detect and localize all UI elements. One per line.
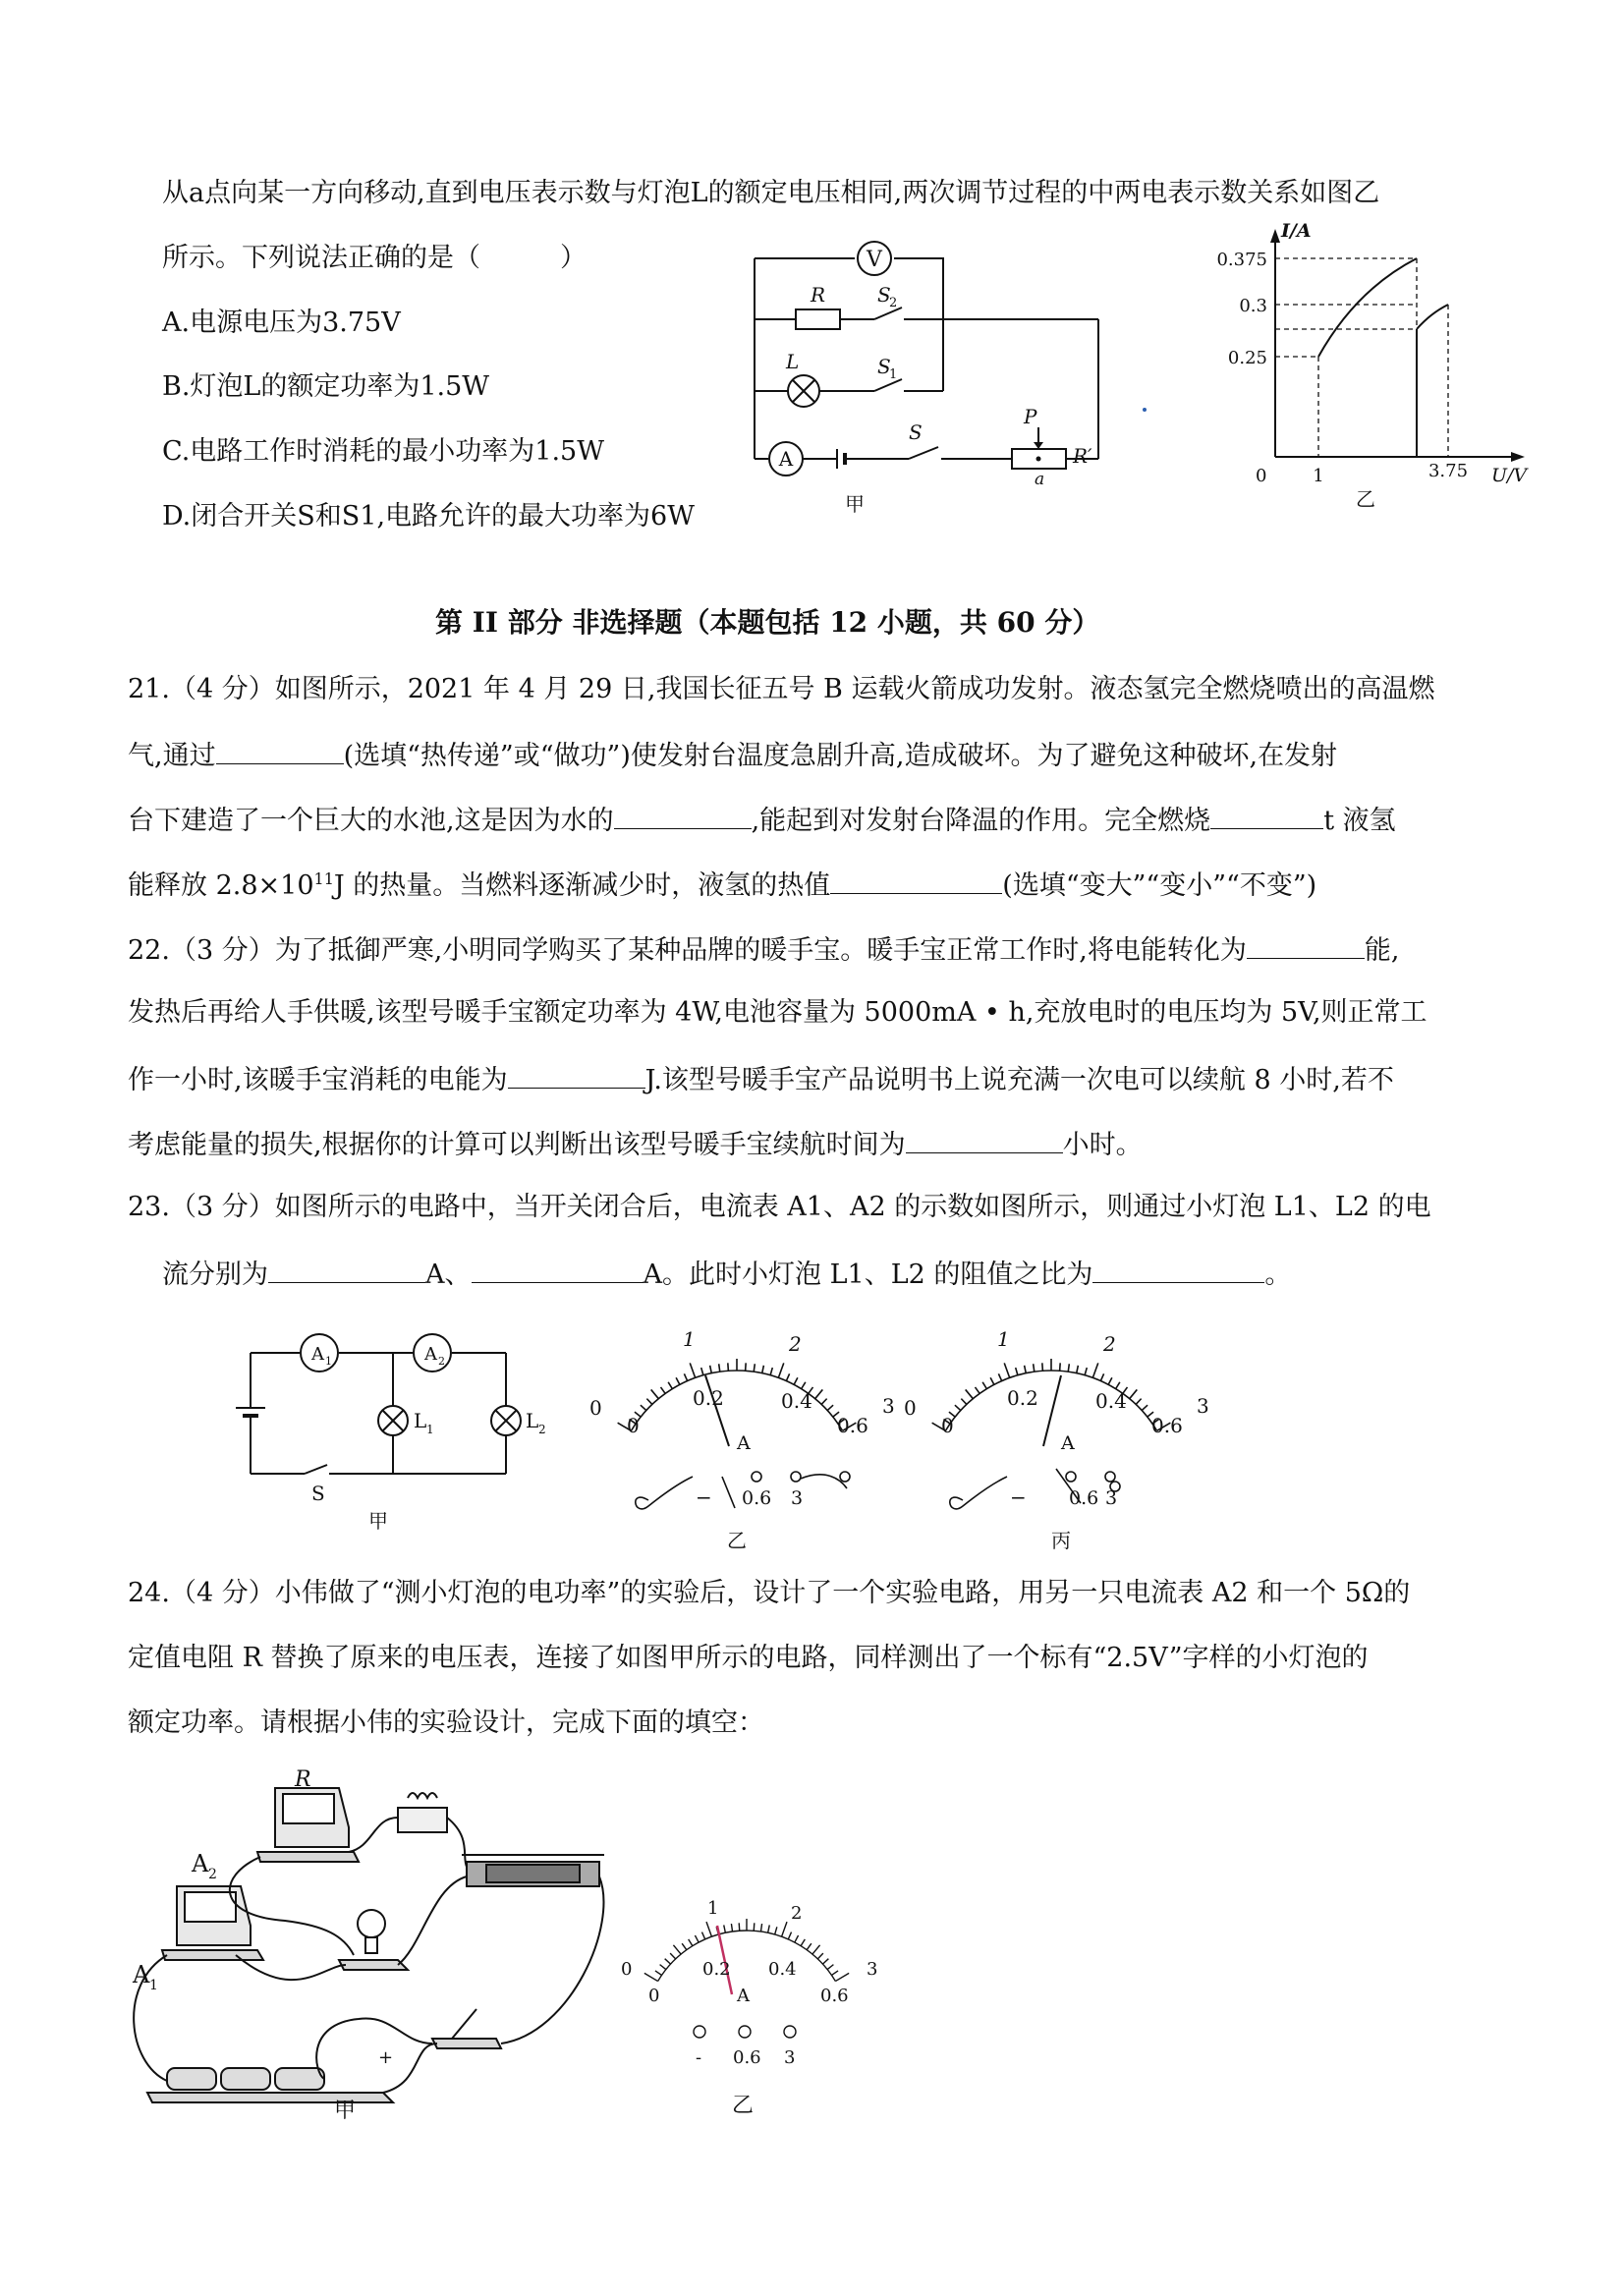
q21-line4: 能释放 $2.8\times 10^{11}J$ 的热量。当燃料逐渐减少时，液氢的热值 (选填“变大”“变小”“不变”) (128, 869, 1317, 901)
q20-graph-ytick-025: 0.25 (1227, 348, 1267, 368)
q24-figure-caption: 甲 (334, 2099, 357, 2123)
q20-circuit-caption: 甲 (845, 492, 865, 516)
q21-line2: 气,通过 (选填“热传递”或“做功”)使发射台温度急剧升高,造成破坏。为了避免这种破坏,在发射 (128, 741, 1338, 771)
q24-ammeter-a1-label: A (133, 1961, 150, 1988)
q23-bing-term-06: 0.6 (1069, 1487, 1099, 1509)
q24-top-2: 2 (791, 1903, 803, 1924)
q24-term-3: 3 (784, 2047, 796, 2068)
q23-bing-needle (1043, 1375, 1061, 1446)
q23-yi-top-1: 1 (683, 1327, 696, 1351)
q22-line4: 考虑能量的损失,根据你的计算可以判断出该型号暖手宝续航时间为 小时。 (128, 1130, 1143, 1160)
q24-battery-plus: + (378, 2047, 394, 2068)
q23-yi-outer-0: 0 (589, 1396, 602, 1420)
q20-option-b: B.灯泡L的额定功率为1.5W (162, 371, 490, 402)
q23-bing-outer-3: 3 (1197, 1394, 1209, 1418)
q22-blank-2[interactable] (508, 1064, 645, 1089)
q24-ammeter-yi (609, 1827, 894, 2122)
q23-yi-term-3: 3 (791, 1487, 804, 1509)
q24-mid-04: 0.4 (768, 1959, 797, 1980)
q23-ammeter-a1-label: A (311, 1344, 324, 1365)
q20-graph-caption: 乙 (1356, 487, 1375, 511)
q20-voltmeter-label: V (867, 248, 882, 272)
q23-yi-unit: A (737, 1432, 751, 1454)
q21-blank-3[interactable] (1210, 805, 1323, 829)
stray-dot (1143, 408, 1147, 412)
q20-ammeter-label: A (778, 447, 794, 471)
q20-graph-origin: 0 (1256, 466, 1267, 486)
q23-bing-mid-04: 0.4 (1095, 1389, 1127, 1413)
q24-term-minus: - (696, 2047, 702, 2068)
q20-graph-ytick-03: 0.3 (1239, 296, 1267, 316)
q24-line3: 额定功率。请根据小伟的实验设计，完成下面的填空： (128, 1708, 764, 1738)
q24-line2: 定值电阻 R 替换了原来的电压表，连接了如图甲所示的电路，同样测出了一个标有“2.5V”字样的小灯泡的 (128, 1643, 1369, 1673)
svg-text:1: 1 (426, 1423, 434, 1436)
q23-blank-2[interactable] (472, 1259, 644, 1283)
svg-text:1: 1 (149, 1978, 158, 1993)
q23-line1: 23.（3 分）如图所示的电路中，当开关闭合后，电流表 A1、A2 的示数如图所示，则通过小灯泡 L1、L2 的电 (128, 1192, 1431, 1222)
q23-yi-term-06: 0.6 (742, 1487, 772, 1509)
q23-circuit-diagram (231, 1331, 555, 1538)
q20-graph-ylabel: I/A (1281, 220, 1312, 242)
q20-graph-ytick-0375: 0.375 (1216, 250, 1267, 270)
q23-bing-unit: A (1061, 1432, 1075, 1454)
q22-line2: 发热后再给人手供暖,该型号暖手宝额定功率为 4W,电池容量为 5000mA • h,充放电时的电压均为 5V,则正常工 (128, 997, 1427, 1028)
q23-yi-mid-04: 0.4 (781, 1389, 812, 1413)
q20-option-d: D.闭合开关S和S1,电路允许的最大功率为6W (162, 501, 695, 532)
q23-yi-top-2: 2 (789, 1332, 802, 1356)
q20-switch-s1-label: S (877, 355, 891, 378)
q24-apparatus-figure (133, 1767, 629, 2123)
q24-ammeter-a2-label: A (192, 1850, 209, 1877)
q20-option-a: A.电源电压为3.75V (162, 308, 401, 338)
q23-switch-label: S (311, 1482, 325, 1505)
q24-unit: A (737, 1986, 750, 2006)
q23-lamp-l2-label: L (526, 1409, 539, 1432)
q20-switch-s-label: S (909, 420, 923, 444)
q20-slider-p-label: P (1024, 405, 1037, 428)
svg-text:1: 1 (889, 367, 898, 382)
svg-text:2: 2 (889, 296, 898, 310)
q20-iu-graph (1199, 221, 1552, 516)
q24-meter-caption: 乙 (732, 2094, 755, 2118)
q22-line3: 作一小时,该暖手宝消耗的电能为 J.该型号暖手宝产品说明书上说充满一次电可以续航 8 小时,若不 (128, 1065, 1394, 1095)
q20-line1: 从a点向某一方向移动,直到电压表示数与灯泡L的额定电压相同,两次调节过程的中两电表示数关系如图乙 (162, 178, 1380, 208)
q23-bing-term-minus: − (1010, 1485, 1027, 1509)
q23-yi-mid-02: 0.2 (693, 1386, 724, 1410)
q23-bing-term-3: 3 (1105, 1487, 1118, 1509)
q24-outer-3: 3 (867, 1959, 878, 1980)
q20-graph-xtick-1: 1 (1313, 466, 1324, 486)
q23-bing-mid-06: 0.6 (1151, 1414, 1183, 1437)
q23-bing-outer-0: 0 (904, 1396, 917, 1420)
q21-line1: 21.（4 分）如图所示，2021 年 4 月 29 日,我国长征五号 B 运载火箭成功发射。液态氢完全燃烧喷出的高温燃 (128, 674, 1435, 704)
q20-circuit-diagram (747, 231, 1120, 526)
q22-line1: 22.（3 分）为了抵御严寒,小明同学购买了某种品牌的暖手宝。暖手宝正常工作时,将电能转化为 能, (128, 935, 1400, 966)
q23-yi-caption: 乙 (727, 1529, 747, 1552)
q20-slider-a-label: a (1035, 470, 1045, 489)
q20-option-c: C.电路工作时消耗的最小功率为1.5W (162, 436, 604, 467)
q21-blank-2[interactable] (614, 805, 752, 829)
svg-text:2: 2 (208, 1867, 217, 1882)
q24-term-06: 0.6 (733, 2047, 761, 2068)
q23-yi-outer-3: 3 (882, 1394, 895, 1418)
svg-text:2: 2 (538, 1423, 546, 1436)
q22-blank-1[interactable] (1247, 934, 1365, 959)
q24-top-1: 1 (707, 1898, 719, 1919)
q21-blank-1[interactable] (216, 740, 344, 764)
svg-text:2: 2 (438, 1355, 445, 1368)
q23-ammeter-bing (904, 1321, 1218, 1557)
q24-line1: 24.（4 分）小伟做了“测小灯泡的电功率”的实验后，设计了一个实验电路，用另一只电流表 A2 和一个 5Ω的 (128, 1578, 1411, 1608)
q20-lamp-label: L (786, 350, 800, 373)
q23-yi-term-minus: − (696, 1485, 712, 1509)
svg-text:1: 1 (325, 1355, 332, 1368)
q21-blank-4[interactable] (830, 869, 1002, 894)
section-title: 第 II 部分 非选择题（本题包括 12 小题，共 60 分） (435, 606, 1100, 639)
q23-yi-mid-06: 0.6 (837, 1414, 868, 1437)
q20-graph-xlabel: U/V (1491, 465, 1528, 486)
q23-ammeter-yi (589, 1321, 904, 1557)
q23-lamp-l1-label: L (414, 1409, 427, 1432)
q21-line3: 台下建造了一个巨大的水池,这是因为水的 ,能起到对发射台降温的作用。完全燃烧 t 液氢 (128, 806, 1396, 836)
q23-line2: 流分别为 A、 A。此时小灯泡 L1、L2 的阻值之比为 。 (162, 1260, 1292, 1290)
q20-switch-s2-label: S (877, 283, 891, 307)
q23-blank-1[interactable] (268, 1259, 425, 1283)
q24-mid-02: 0.2 (702, 1959, 731, 1980)
q23-blank-3[interactable] (1092, 1259, 1264, 1283)
q20-graph-xtick-375: 3.75 (1427, 461, 1469, 481)
q24-mid-06: 0.6 (820, 1986, 849, 2006)
q24-mid-0: 0 (648, 1986, 660, 2006)
q20-line2: 所示。下列说法正确的是（ ） (162, 243, 587, 273)
q23-bing-mid-02: 0.2 (1007, 1386, 1038, 1410)
q23-bing-mid-0: 0 (941, 1414, 954, 1437)
q23-bing-caption: 丙 (1051, 1529, 1071, 1552)
q24-outer-0: 0 (621, 1959, 633, 1980)
q23-ammeter-a2-label: A (424, 1344, 437, 1365)
q24-resistor-label: R (295, 1767, 311, 1792)
q23-circuit-caption: 甲 (368, 1509, 388, 1533)
q23-yi-mid-0: 0 (627, 1414, 640, 1437)
q20-rheostat-label: R′ (1073, 444, 1092, 468)
q23-bing-top-2: 2 (1103, 1332, 1116, 1356)
q23-bing-top-1: 1 (997, 1327, 1010, 1351)
q20-resistor-label: R (811, 283, 826, 307)
q22-blank-3[interactable] (906, 1129, 1063, 1153)
